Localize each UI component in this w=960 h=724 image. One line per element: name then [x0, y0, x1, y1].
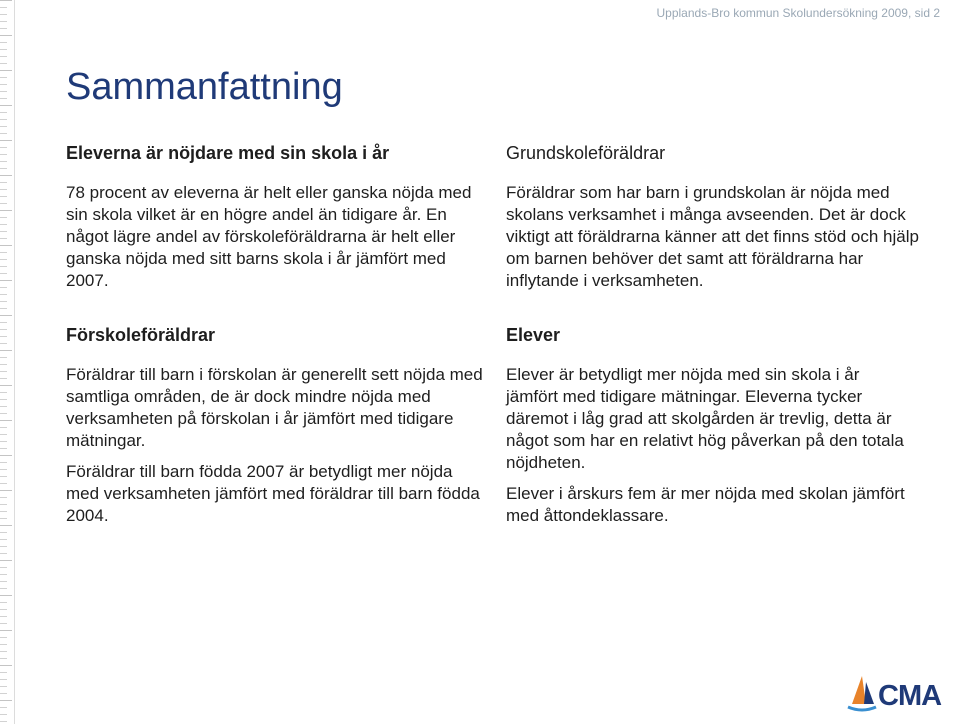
- section-paragraph: Elever är betydligt mer nöjda med sin skola i år jämfört med tidigare mätningar. Eleverna tycker däremot i låg grad att skolgården är trevlig, detta är något som har en relativt hög påverkan på den totala nöjdheten.: [506, 365, 904, 472]
- section-heading: Grundskoleföräldrar: [506, 143, 666, 163]
- logo-text: CMA: [878, 680, 942, 712]
- section-paragraph: Elever i årskurs fem är mer nöjda med skolan jämfört med åttondeklassare.: [506, 484, 905, 525]
- left-ruler: [0, 0, 15, 724]
- section-eleverna: [66, 143, 481, 301]
- page-header: Upplands-Bro kommun Skolundersökning 2009, sid 2: [656, 6, 940, 20]
- section-elever: [506, 325, 916, 536]
- section-grundskoleforaldrar: [506, 143, 926, 301]
- section-paragraph: Föräldrar till barn födda 2007 är betydligt mer nöjda med verksamheten jämfört med föräldrar till barn födda 2004.: [66, 462, 480, 525]
- section-paragraph: Föräldrar till barn i förskolan är generellt sett nöjda med samtliga områden, de är dock mindre nöjda med verksamheten på förskolan i år jämfört med tidigare mätningar.: [66, 365, 483, 450]
- sail-icon: [842, 674, 882, 714]
- section-paragraph: Föräldrar som har barn i grundskolan är nöjda med skolans verksamhet i många avseenden. Det är dock viktigt att föräldrarna känner att det finns stöd och hjälp om barnen behöver det samt att föräldrarna har inflytande i verksamheten.: [506, 183, 919, 290]
- page-title: Sammanfattning: [66, 66, 343, 108]
- section-heading: Eleverna är nöjdare med sin skola i år: [66, 143, 390, 163]
- section-heading: Elever: [506, 325, 561, 345]
- cma-logo: [842, 674, 942, 714]
- section-paragraph: 78 procent av eleverna är helt eller ganska nöjda med sin skola vilket är en högre andel än tidigare år. En något lägre andel av förskoleföräldrarna är helt eller ganska nöjda med sitt barns skola i år jämfört med 2007.: [66, 183, 472, 290]
- section-heading: Förskoleföräldrar: [66, 325, 216, 345]
- section-forskoleforaldrar: [66, 325, 486, 536]
